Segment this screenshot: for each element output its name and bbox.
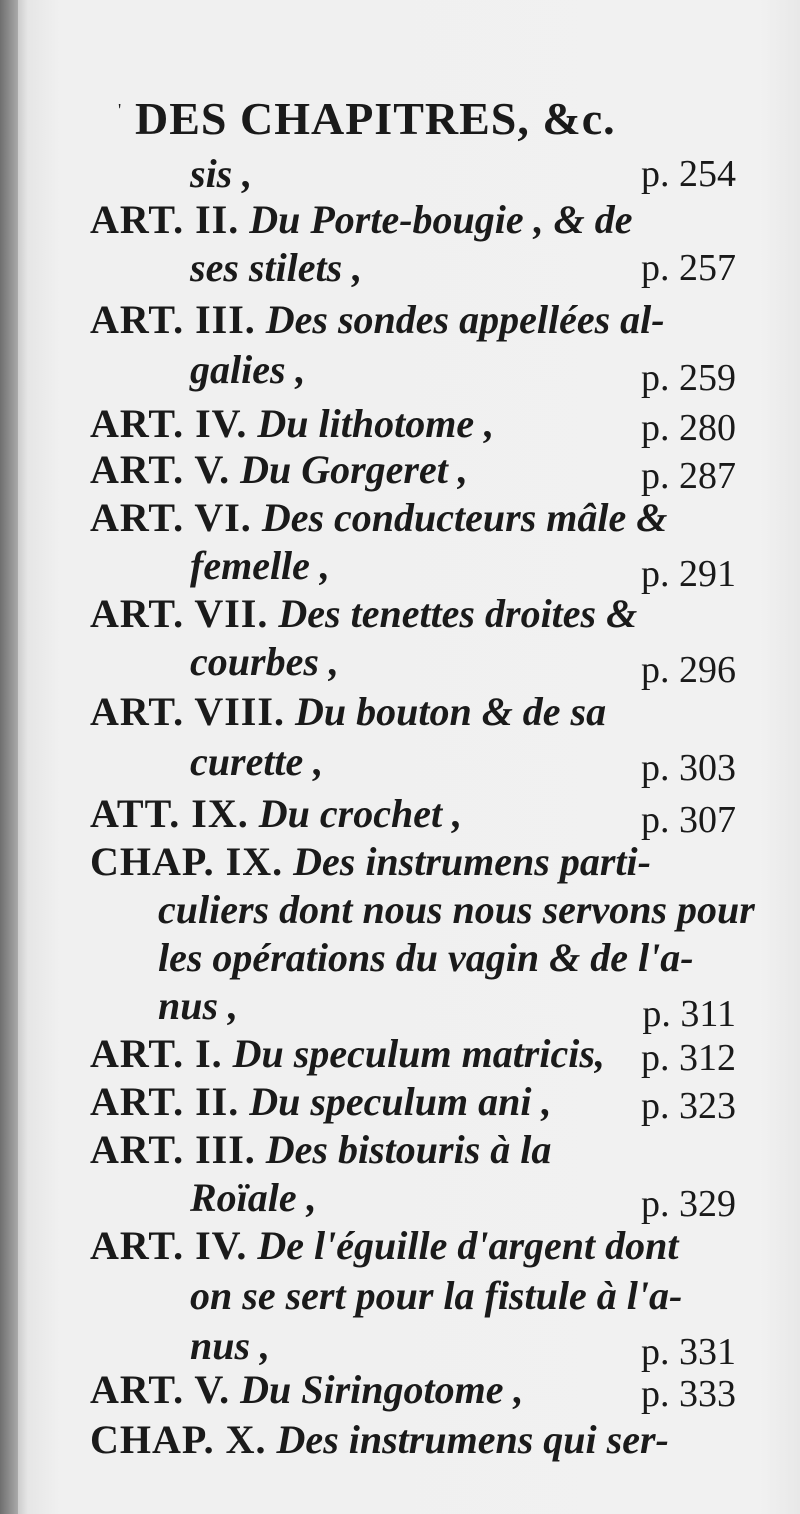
entry-7-label: ART. VIII. bbox=[90, 689, 285, 734]
entry-4-text: Du Gorgeret , bbox=[240, 447, 468, 492]
entry-3-text: Du lithotome , bbox=[257, 401, 495, 446]
entry-11 bbox=[90, 1078, 552, 1126]
entry-7 bbox=[90, 688, 606, 736]
running-header: DES CHAPITRES, &c. bbox=[135, 93, 616, 144]
entry-14-page: p. 333 bbox=[641, 1373, 736, 1415]
entry-2-text: Des sondes appellées al- bbox=[265, 297, 665, 342]
entry-3-label: ART. IV. bbox=[90, 401, 248, 446]
entry-7-text: Du bouton & de sa bbox=[294, 689, 607, 734]
entry-15 bbox=[90, 1416, 669, 1464]
entry-10 bbox=[90, 1030, 605, 1078]
entry-5-cont: femelle , bbox=[190, 543, 330, 588]
entry-4-label: ART. V. bbox=[90, 447, 231, 492]
entry-3-page: p. 280 bbox=[641, 407, 736, 449]
entry-6-text: Des tenettes droites & bbox=[278, 591, 638, 636]
entry-9 bbox=[90, 838, 651, 886]
entry-10-label: ART. I. bbox=[90, 1031, 223, 1076]
entry-12-page: p. 329 bbox=[641, 1183, 736, 1225]
entry-3 bbox=[90, 400, 494, 448]
entry-10-page: p. 312 bbox=[641, 1037, 736, 1079]
entry-6 bbox=[90, 590, 637, 638]
entry-1-text: Du Porte-bougie , & de bbox=[249, 197, 633, 242]
entry-12 bbox=[90, 1126, 551, 1174]
entry-12-text: Des bistouris à la bbox=[265, 1127, 552, 1172]
entry-0-text: sis , bbox=[190, 151, 253, 196]
entry-13-cont2: nus , bbox=[190, 1323, 271, 1368]
entry-13-page: p. 331 bbox=[641, 1331, 736, 1373]
entry-9-cont3: nus , bbox=[158, 983, 239, 1028]
entry-15-text: Des instrumens qui ser- bbox=[276, 1417, 669, 1462]
entry-13-cont: on se sert pour la fistule à l'a- bbox=[190, 1273, 683, 1318]
entry-14 bbox=[90, 1366, 524, 1414]
entry-11-page: p. 323 bbox=[641, 1085, 736, 1127]
entry-14-text: Du Siringotome , bbox=[240, 1367, 524, 1412]
entry-4 bbox=[90, 446, 468, 494]
entry-1-cont: ses stilets , bbox=[190, 245, 363, 290]
entry-14-label: ART. V. bbox=[90, 1367, 231, 1412]
entry-10-text: Du speculum matricis, bbox=[232, 1031, 605, 1076]
entry-5-page: p. 291 bbox=[641, 553, 736, 595]
entry-2-label: ART. III. bbox=[90, 297, 256, 342]
entry-9-page: p. 311 bbox=[642, 993, 736, 1035]
entry-6-cont: courbes , bbox=[190, 639, 339, 684]
entry-13 bbox=[90, 1222, 679, 1270]
entry-1-page: p. 257 bbox=[641, 247, 736, 289]
entry-7-page: p. 303 bbox=[641, 747, 736, 789]
printer-mark: ' bbox=[118, 100, 122, 120]
entry-5-label: ART. VI. bbox=[90, 495, 252, 540]
entry-8 bbox=[90, 790, 462, 838]
entry-11-text: Du speculum ani , bbox=[249, 1079, 552, 1124]
entry-8-label: ATT. IX. bbox=[90, 791, 249, 836]
entry-2-cont: galies , bbox=[190, 347, 306, 392]
entry-1 bbox=[90, 196, 633, 244]
entry-1-label: ART. II. bbox=[90, 197, 240, 242]
entry-9-cont: culiers dont nous nous servons pour bbox=[158, 887, 755, 932]
entry-9-cont2: les opérations du vagin & de l'a- bbox=[158, 935, 694, 980]
entry-9-text: Des instrumens parti- bbox=[293, 839, 651, 884]
entry-2-page: p. 259 bbox=[641, 357, 736, 399]
book-spine bbox=[0, 0, 18, 1514]
entry-8-text: Du crochet , bbox=[258, 791, 463, 836]
entry-12-label: ART. III. bbox=[90, 1127, 256, 1172]
entry-8-page: p. 307 bbox=[641, 799, 736, 841]
entry-6-label: ART. VII. bbox=[90, 591, 269, 636]
entry-7-cont: curette , bbox=[190, 739, 324, 784]
entry-15-label: CHAP. X. bbox=[90, 1417, 267, 1462]
entry-12-cont: Roïale , bbox=[190, 1175, 317, 1220]
entry-2 bbox=[90, 296, 665, 344]
entry-5-text: Des conducteurs mâle & bbox=[261, 495, 668, 540]
entry-13-label: ART. IV. bbox=[90, 1223, 248, 1268]
entry-4-page: p. 287 bbox=[641, 455, 736, 497]
entry-5 bbox=[90, 494, 667, 542]
entry-9-label: CHAP. IX. bbox=[90, 839, 284, 884]
entry-6-page: p. 296 bbox=[641, 649, 736, 691]
entry-0-page: p. 254 bbox=[641, 153, 736, 195]
entry-11-label: ART. II. bbox=[90, 1079, 240, 1124]
entry-13-text: De l'éguille d'argent dont bbox=[257, 1223, 679, 1268]
